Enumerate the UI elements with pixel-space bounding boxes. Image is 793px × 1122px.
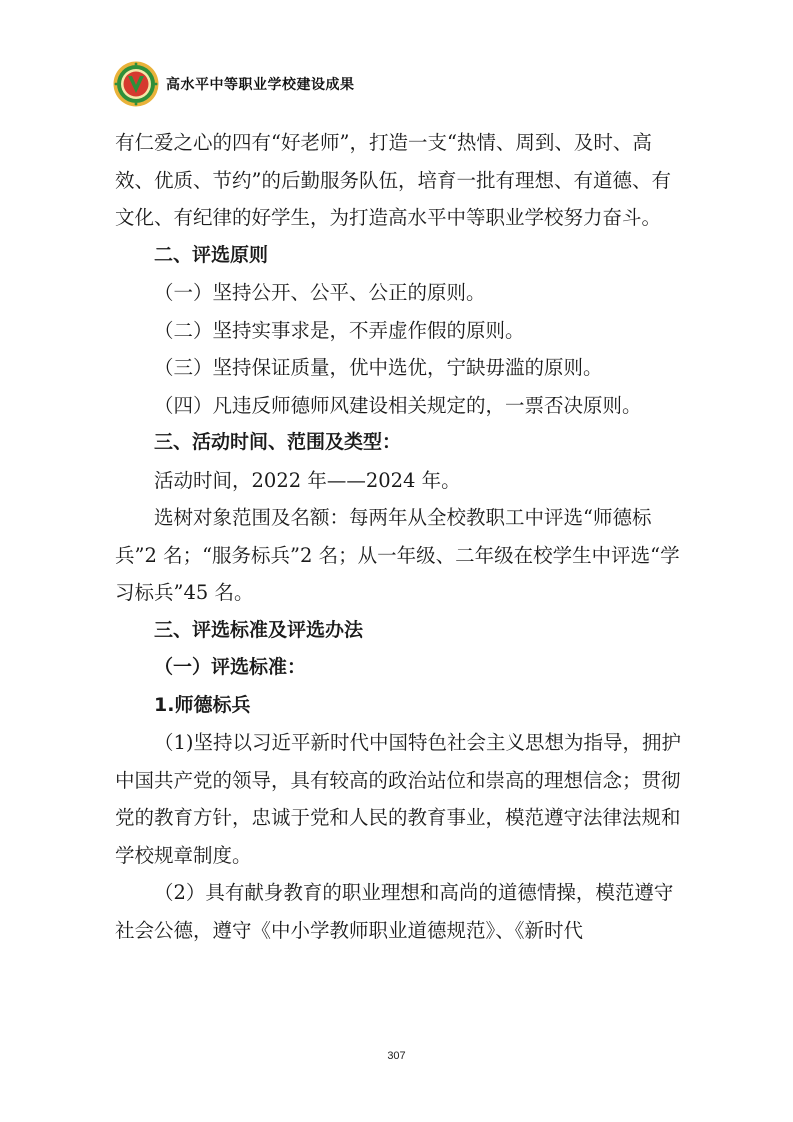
section-heading-time-scope: 三、活动时间、范围及类型： [154, 431, 402, 453]
principle-item-2: （二）坚持实事求是，不弄虚作假的原则。 [154, 318, 525, 342]
criteria-item-1-paragraph: （1)坚持以习近平新时代中国特色社会主义思想为指导，拥护中国共产党的领导，具有较高的政治站位和崇高的理想信念；贯彻党的教育方针，忠诚于党和人民的教育事业，模范遵守法律法规和学校规章制度。 [115, 731, 682, 867]
document-body [115, 124, 685, 949]
criteria-item-2-paragraph: （2）具有献身教育的职业理想和高尚的道德情操，模范遵守社会公德，遵守《中小学教师职业道德规范》、《新时代 [115, 881, 674, 942]
school-logo-icon [112, 60, 160, 108]
section-heading-criteria: 三、评选标准及评选办法 [154, 618, 364, 641]
header-title: 高水平中等职业学校建设成果 [166, 77, 355, 93]
paragraph-goal-continuation: 有仁爱之心的四有“好老师”，打造一支“热情、周到、及时、高效、优质、节约”的后勤服务队伍，培育一批有理想、有道德、有文化、有纪律的好学生，为打造高水平中等职业学校努力奋斗。 [115, 131, 671, 229]
subsection-heading-teacher-model: 1.师德标兵 [154, 693, 251, 716]
page-number: 307 [387, 1050, 406, 1062]
principle-item-1: （一）坚持公开、公平、公正的原则。 [154, 281, 486, 304]
principle-item-4: （四）凡违反师德师风建设相关规定的，一票否决原则。 [154, 393, 642, 417]
selection-scope-paragraph: 选树对象范围及名额：每两年从全校教职工中评选“师德标兵”2 名；“服务标兵”2 名；从一年级、二年级在校学生中评选“学习标兵”45 名。 [115, 506, 680, 604]
activity-time-text: 活动时间，2022 年——2024 年。 [154, 468, 461, 492]
subsection-heading-criteria: （一）评选标准： [154, 656, 307, 678]
principle-item-3: （三）坚持保证质量，优中选优，宁缺毋滥的原则。 [154, 356, 603, 379]
section-heading-principles: 二、评选原则 [154, 243, 269, 266]
page-header [112, 60, 355, 108]
